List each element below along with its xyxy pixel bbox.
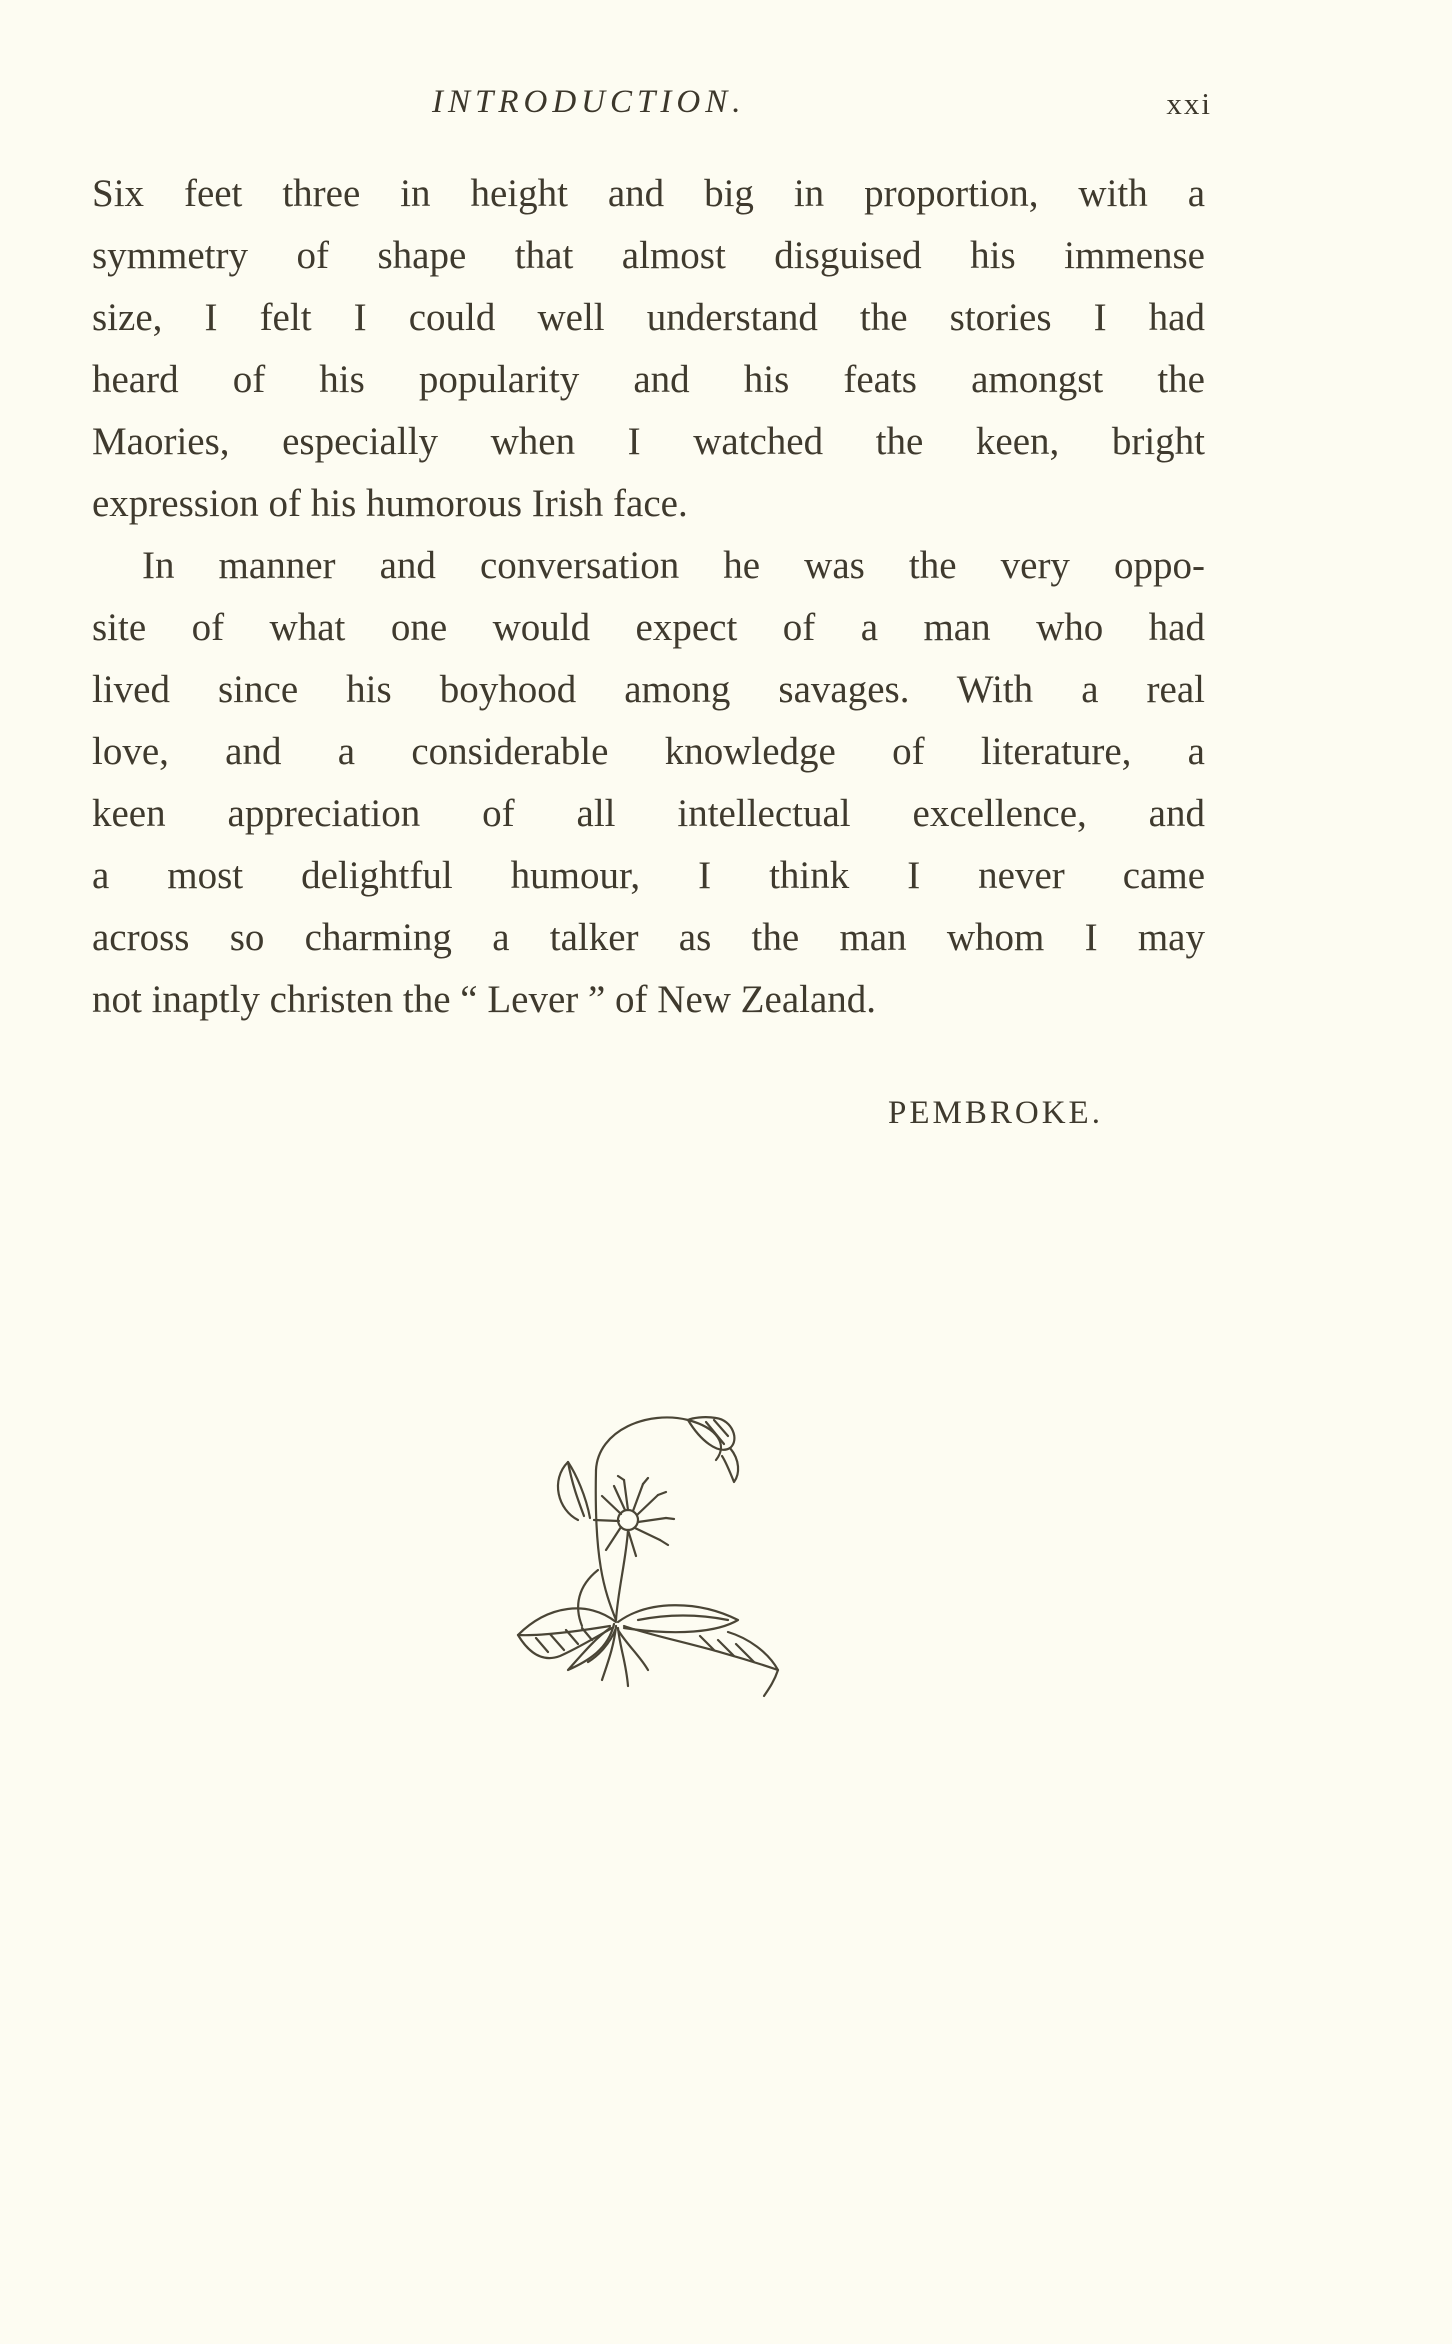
text-line: expression of his humorous Irish face.: [92, 482, 688, 525]
text-line: heard of his popularity and his feats amongst the: [92, 358, 1205, 401]
text-line: In manner and conversation he was the very oppo-: [142, 544, 1205, 587]
text-line: Six feet three in height and big in proportion, with a: [92, 172, 1205, 215]
text-line: site of what one would expect of a man who had: [92, 606, 1205, 649]
running-title: INTRODUCTION.: [432, 84, 746, 120]
text-line: not inaptly christen the “ Lever ” of New Zealand.: [92, 978, 877, 1021]
paragraph-2: [92, 535, 1205, 1031]
text-line: love, and a considerable knowledge of literature, a: [92, 730, 1205, 773]
text-line: across so charming a talker as the man whom I may: [92, 916, 1205, 959]
flower-vignette-icon: [478, 1400, 818, 1710]
text-line: a most delightful humour, I think I never came: [92, 854, 1205, 897]
page-number: xxi: [1166, 86, 1212, 121]
running-head: [92, 84, 1212, 124]
text-line: lived since his boyhood among savages. With a real: [92, 668, 1205, 711]
text-line: keen appreciation of all intellectual excellence, and: [92, 792, 1205, 835]
text-line: Maories, especially when I watched the keen, bright: [92, 420, 1205, 463]
text-line: symmetry of shape that almost disguised his immense: [92, 234, 1205, 277]
paragraph-1: [92, 163, 1205, 535]
text-line: size, I felt I could well understand the stories I had: [92, 296, 1205, 339]
body-text: [92, 163, 1205, 1031]
signature: PEMBROKE.: [888, 1095, 1103, 1131]
